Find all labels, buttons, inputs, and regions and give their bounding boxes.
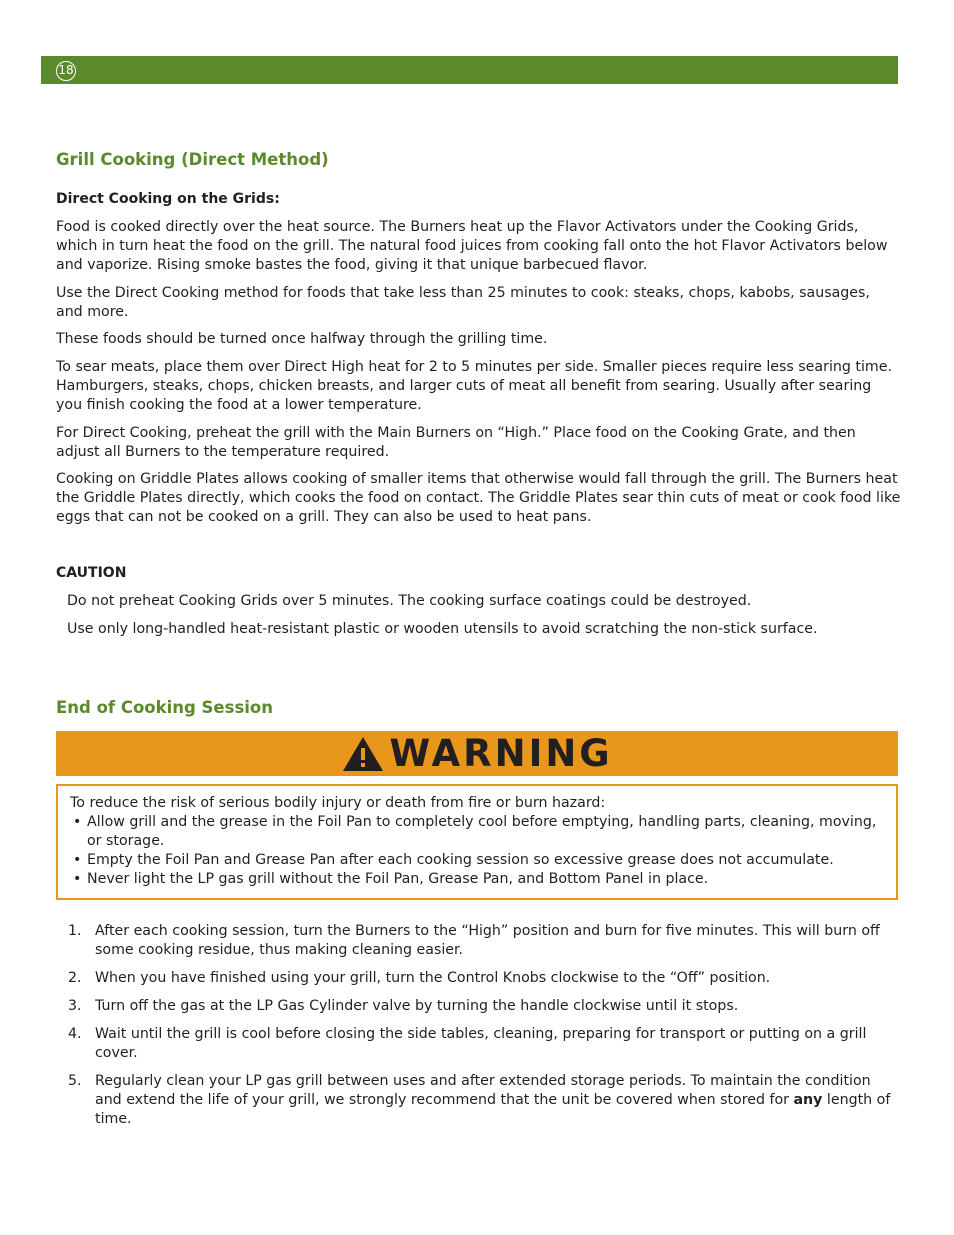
step-number: 3. [68, 998, 82, 1014]
warning-list [70, 813, 885, 889]
step-text: When you have finished using your grill, turn the Control Knobs clockwise to the “Off” position. [95, 970, 771, 986]
step-number: 5. [68, 1073, 82, 1089]
paragraph: To sear meats, place them over Direct High heat for 2 to 5 minutes per side. Smaller pieces require less searing time. Hamburgers, steaks, chops, chicken breasts, and larger cuts of meat all benefit from searing. Usually after searing you finish cooking the food at a lower temperature. [56, 359, 892, 413]
paragraph: Food is cooked directly over the heat source. The Burners heat up the Flavor Activators under the Cooking Grids, which in turn heat the food on the grill. The natural food juices from cooking fall onto the hot Flavor Activators below and vaporize. Rising smoke bastes the food, giving it that unique barbecued flavor. [56, 219, 888, 273]
section-title-end-of-session: End of Cooking Session [56, 698, 273, 717]
step-item [68, 969, 898, 988]
step-text: Regularly clean your LP gas grill between uses and after extended storage periods. To maintain the condition and extend the life of your grill, we strongly recommend that the unit be covered when stored for [95, 1073, 871, 1108]
step-number: 1. [68, 923, 82, 939]
warning-item: • Never light the LP gas grill without the Foil Pan, Grease Pan, and Bottom Panel in place. [70, 870, 885, 889]
step-text-emphasis: any [793, 1092, 823, 1108]
step-item [68, 1025, 898, 1063]
warning-banner [56, 731, 898, 776]
paragraph: These foods should be turned once halfway through the grilling time. [56, 331, 548, 347]
paragraph: For Direct Cooking, preheat the grill with the Main Burners on “High.” Place food on the Cooking Grate, and then adjust all Burners to the temperature required. [56, 425, 856, 460]
step-text: Turn off the gas at the LP Gas Cylinder valve by turning the handle clockwise until it stops. [95, 998, 739, 1014]
section-title-grill-cooking: Grill Cooking (Direct Method) [56, 150, 329, 169]
step-number: 2. [68, 970, 82, 986]
warning-title: WARNING [389, 732, 613, 775]
warning-item: • Empty the Foil Pan and Grease Pan after each cooking session so excessive grease does not accumulate. [70, 851, 885, 870]
step-item [68, 997, 898, 1016]
warning-box [56, 784, 898, 900]
step-item [68, 1072, 898, 1129]
step-number: 4. [68, 1026, 82, 1042]
warning-item: • Allow grill and the grease in the Foil Pan to completely cool before emptying, handling parts, cleaning, moving, or storage. [70, 813, 885, 851]
warning-triangle-icon [341, 735, 385, 773]
header-bar [41, 56, 898, 84]
steps-list [68, 922, 898, 1138]
subsection-title-direct-cooking: Direct Cooking on the Grids: [56, 191, 280, 207]
caution-item: Do not preheat Cooking Grids over 5 minutes. The cooking surface coatings could be destroyed. [67, 593, 752, 609]
step-item [68, 922, 898, 960]
step-text: After each cooking session, turn the Burners to the “High” position and burn for five minutes. This will burn off some cooking residue, thus making cleaning easier. [95, 923, 880, 958]
step-text: length of time. [95, 1092, 891, 1127]
paragraph: Cooking on Griddle Plates allows cooking of smaller items that otherwise would fall through the grill. The Burners heat the Griddle Plates directly, which cooks the food on contact. The Griddle Plates sear thin cuts of meat or cook food like eggs that can not be cooked on a grill. They can also be used to heat pans. [56, 471, 901, 525]
paragraph: Use the Direct Cooking method for foods that take less than 25 minutes to cook: steaks, chops, kabobs, sausages, and more. [56, 285, 870, 320]
page-number-badge: 18 [56, 61, 76, 81]
step-text: Wait until the grill is cool before closing the side tables, cleaning, preparing for transport or putting on a grill cover. [95, 1026, 867, 1061]
caution-item: Use only long-handled heat-resistant plastic or wooden utensils to avoid scratching the non-stick surface. [67, 621, 818, 637]
caution-title: CAUTION [56, 565, 127, 581]
warning-intro: To reduce the risk of serious bodily injury or death from fire or burn hazard: [70, 795, 606, 811]
